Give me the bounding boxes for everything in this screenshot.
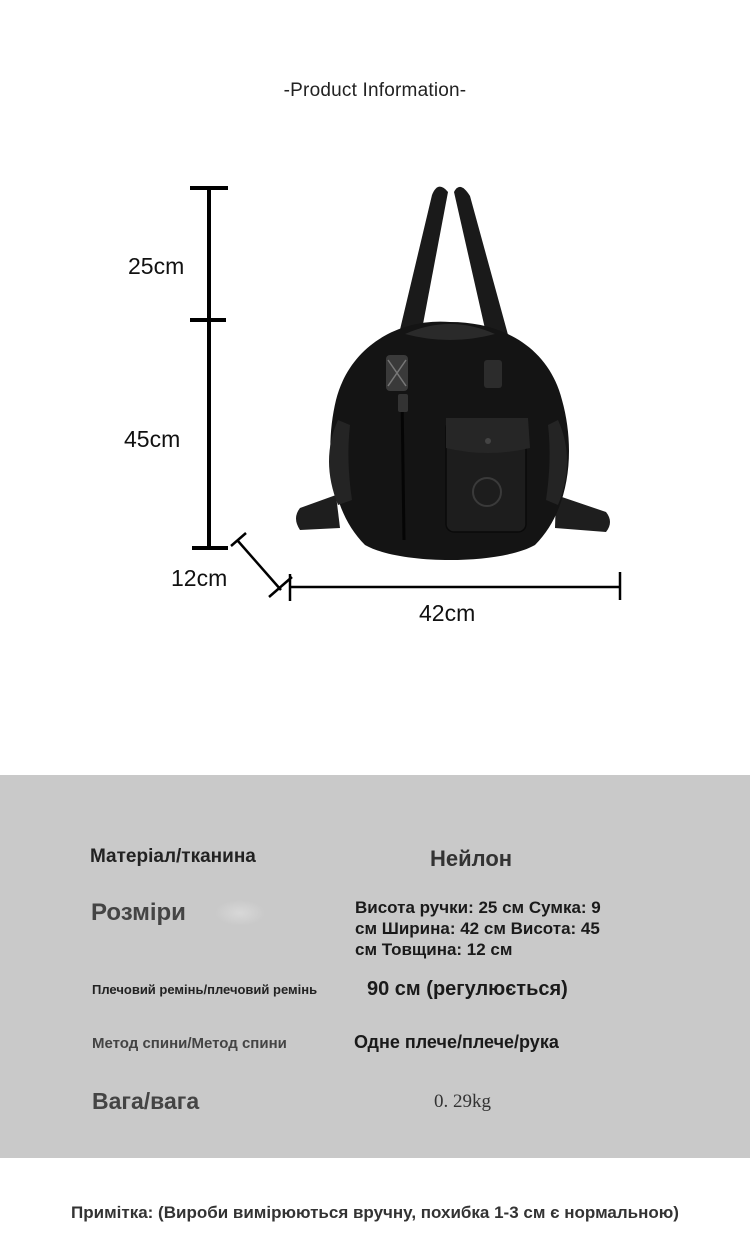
strap-label: Плечовий ремінь/плечовий ремінь: [92, 982, 318, 997]
bag-width-label: 42cm: [419, 600, 476, 626]
depth-measure-line: [238, 541, 281, 590]
strap-value: 90 см (регулюється): [367, 978, 568, 1000]
size-value-line3: см Товщина: 12 см: [355, 940, 513, 959]
bag-height-label: 45cm: [124, 426, 181, 452]
carry-method-label: Метод спини/Метод спини: [92, 1035, 287, 1052]
bag-dimension-diagram: [0, 160, 750, 630]
size-label: Розміри: [91, 899, 186, 926]
bag-depth-label: 12cm: [171, 565, 228, 591]
left-back-strap: [296, 495, 340, 530]
weight-label: Вага/вага: [92, 1088, 200, 1114]
size-value-line2: см Ширина: 42 см Висота: 45: [355, 919, 600, 938]
bag-illustration: [296, 187, 610, 560]
right-back-strap: [555, 495, 610, 532]
zipper-pull: [398, 394, 408, 412]
weight-value: 0. 29kg: [434, 1091, 491, 1112]
left-handle: [398, 187, 448, 340]
material-value: Нейлон: [430, 846, 513, 871]
smudge: [215, 900, 265, 926]
right-handle-tab: [484, 360, 502, 388]
page-title: -Product Information-: [283, 80, 467, 101]
handle-height-label: 25cm: [128, 253, 185, 279]
right-handle: [454, 187, 510, 342]
pocket-snap: [485, 438, 491, 444]
carry-method-value: Одне плече/плече/рука: [354, 1032, 559, 1052]
material-label: Матеріал/тканина: [90, 846, 256, 867]
measurement-note: Примітка: (Вироби вимірюються вручну, похибка 1-3 см є нормальною): [71, 1203, 679, 1222]
front-zipper: [402, 395, 404, 540]
pocket-flap: [446, 418, 530, 453]
depth-tick-top: [231, 533, 246, 546]
size-value-line1: Висота ручки: 25 см Сумка: 9: [355, 898, 601, 917]
